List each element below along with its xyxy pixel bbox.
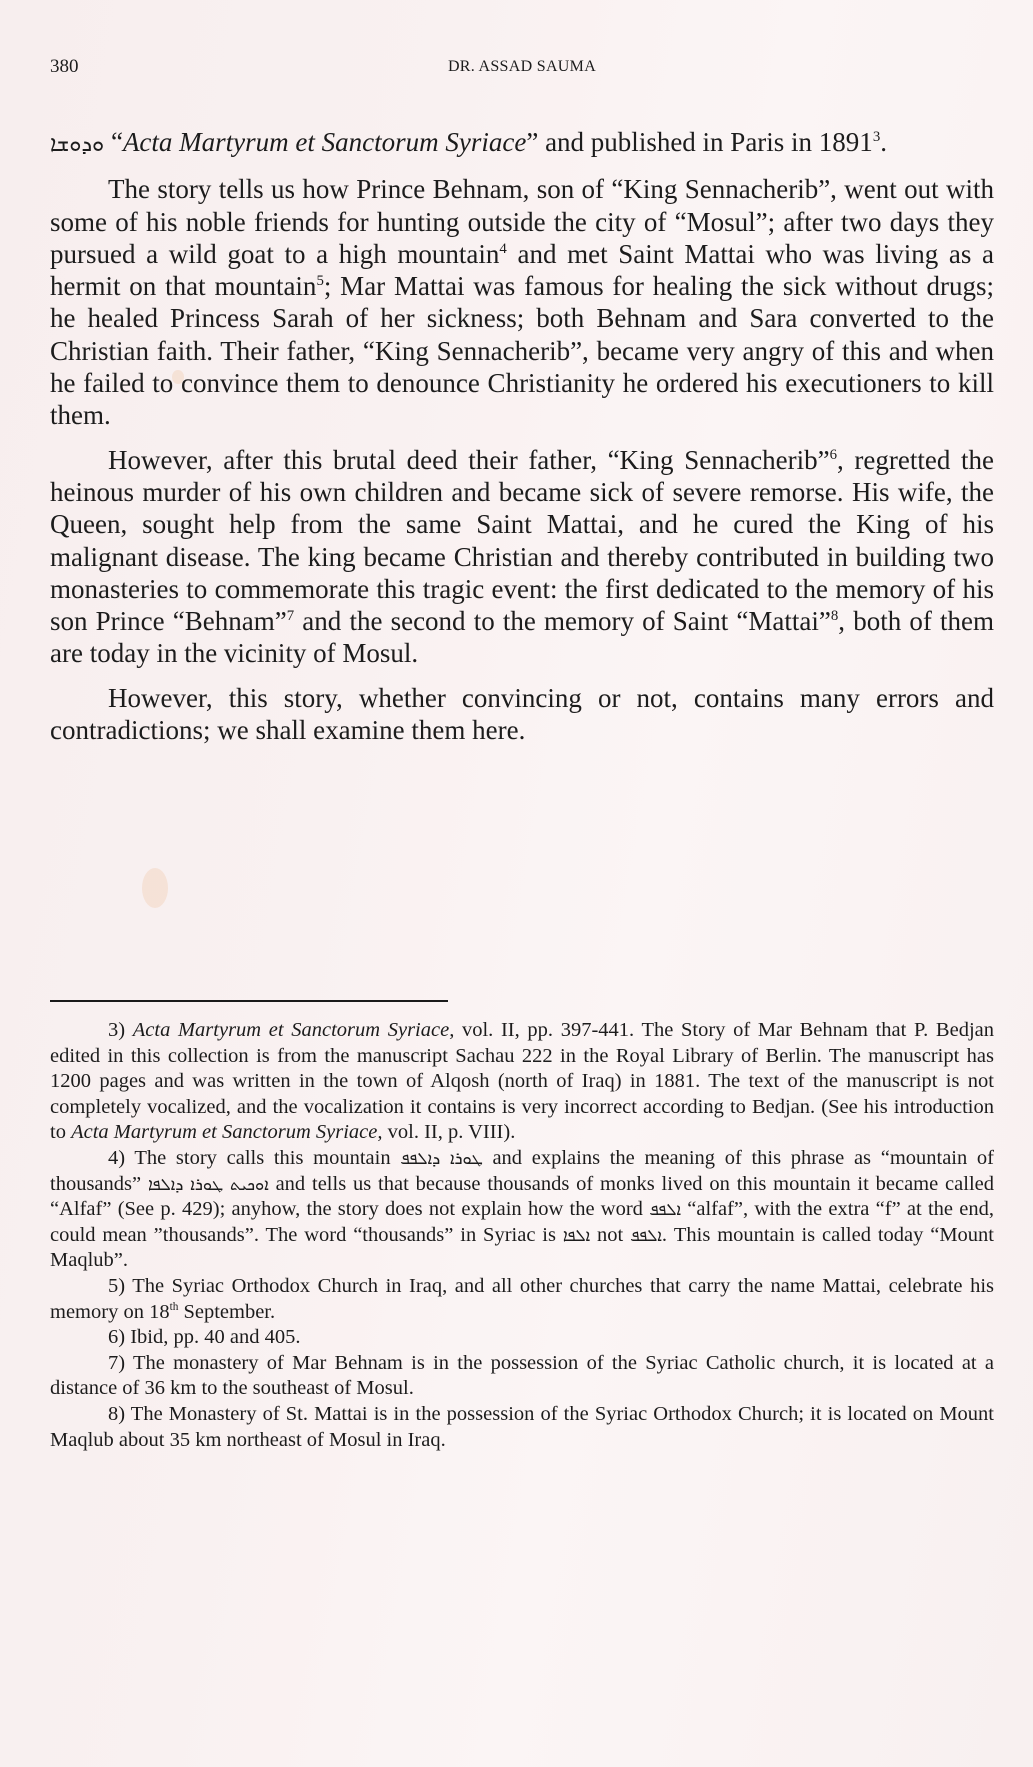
footnote-5: 5) The Syriac Orthodox Church in Iraq, and all other churches that carry the name Mattai, celebrate his memory on 18th September.: [50, 1274, 994, 1323]
syriac-word: ܛܘܪܐ ܕܐܠܦܦ: [400, 1148, 483, 1168]
paragraph: The story tells us how Prince Behnam, son of “King Sennacherib”, went out with some of his noble friends for hunting outside the city of “Mosul”; after two days they pursued a wild goat to a high mountain$^4$ and met Saint Mattai who was living as a hermit on that mountain$^5$; Mar Mattai was famous for healing the sick without drugs; he healed Princess Sarah of her sickness; both Behnam and Sara converted to the Christian faith. Their father, “King Sennacherib”, became very angry of this and when he failed to convince them to denounce Christianity he ordered his executioners to kill them.: [50, 174, 994, 431]
footnote-8: 8) The Monastery of St. Mattai is in the possession of the Syriac Orthodox Church; it is located on Mount Maqlub about 35 km northeast of Mosul in Iraq.: [50, 1402, 994, 1451]
footnote-ref[interactable]: 4: [499, 240, 507, 257]
paragraph: However, after this brutal deed their father, “King Sennacherib”$^6$, regretted the heinous murder of his own children and became sick of severe remorse. His wife, the Queen, sought help from the same Saint Mattai, and he cured the King of his malignant disease. The king became Christian and thereby contributed in building two monasteries to commemorate this tragic event: the first dedicated to the memory of his son Prince “Behnam”$^7$ and the second to the memory of Saint “Mattai”$^8$, both of them are today in the vicinity of Mosul.: [50, 444, 994, 669]
footnote-ref[interactable]: 3: [872, 129, 881, 145]
footnote-7: 7) The monastery of Mar Behnam is in the possession of the Syriac Catholic church, it is located at a distance of 36 km to the southeast of Mosul.: [50, 1351, 994, 1400]
page-header: [50, 56, 994, 86]
footnote-separator: [50, 1000, 448, 1002]
footnote-ref[interactable]: 6: [829, 446, 838, 463]
syriac-word: ܘܕܘܫܐ: [50, 132, 105, 157]
footnote-3: 3) Acta Martyrum et Sanctorum Syriace, vol. II, pp. 397-441. The Story of Mar Behnam that P. Bedjan edited in this collection is from the manuscript Sachau 222 in the Royal Library of Berlin. The manuscript has 1200 pages and was written in the town of Alqosh (north of Iraq) in 1881. The text of the manuscript is not completely vocalized, and the vocalization it contains is very incorrect according to Bedjan. (See his introduction to Acta Martyrum et Sanctorum Syriace, vol. II, p. VIII).: [50, 1019, 994, 1144]
syriac-word: ܐܠܦܦ: [630, 1225, 662, 1245]
paragraph: ܘܕܘܫܐ “Acta Martyrum et Sanctorum Syriace” and published in Paris in 1891$^3$.: [50, 127, 887, 157]
syriac-word: ܐܠܦܐ: [562, 1225, 591, 1245]
paragraph: However, this story, whether convincing or not, contains many errors and contradictions; we shall examine them here.: [50, 682, 994, 746]
footnotes: [50, 1018, 994, 1453]
page-number: 380: [50, 56, 79, 77]
running-head: DR. ASSAD SAUMA: [447, 58, 597, 75]
syriac-word: ܐܠܦܦ: [649, 1200, 682, 1220]
italic-title: Acta Martyrum et Sanctorum Syriace: [122, 127, 527, 157]
footnote-ref[interactable]: 7: [286, 608, 295, 625]
footnote-ref[interactable]: 5: [316, 273, 324, 290]
footnote-4: 4) The story calls this mountain ܛܘܪܐ ܕܐܠܦܦ and explains the meaning of this phrase as “mountain of thousands” ܐܘܟܝܬ ܛܘܪܐ ܕܐܠܦܐ and tells us that because thousands of monks lived on this mountain it became called “Alfaf” (See p. 429); anyhow, the story does not explain how the word ܐܠܦܦ “alfaf”, with the extra “f” at the end, could mean ”thousands”. The word “thousands” in Syriac is ܐܠܦܐ not ܐܠܦܦ. This mountain is called today “Mount Maqlub”.: [50, 1146, 995, 1272]
main-text: [50, 126, 994, 746]
footnote-ref[interactable]: 8: [830, 608, 839, 625]
paper-stain: [142, 868, 168, 908]
syriac-word: ܐܘܟܝܬ ܛܘܪܐ ܕܐܠܦܐ: [147, 1174, 269, 1194]
footnote-6: 6) Ibid, pp. 40 and 405.: [108, 1326, 301, 1349]
